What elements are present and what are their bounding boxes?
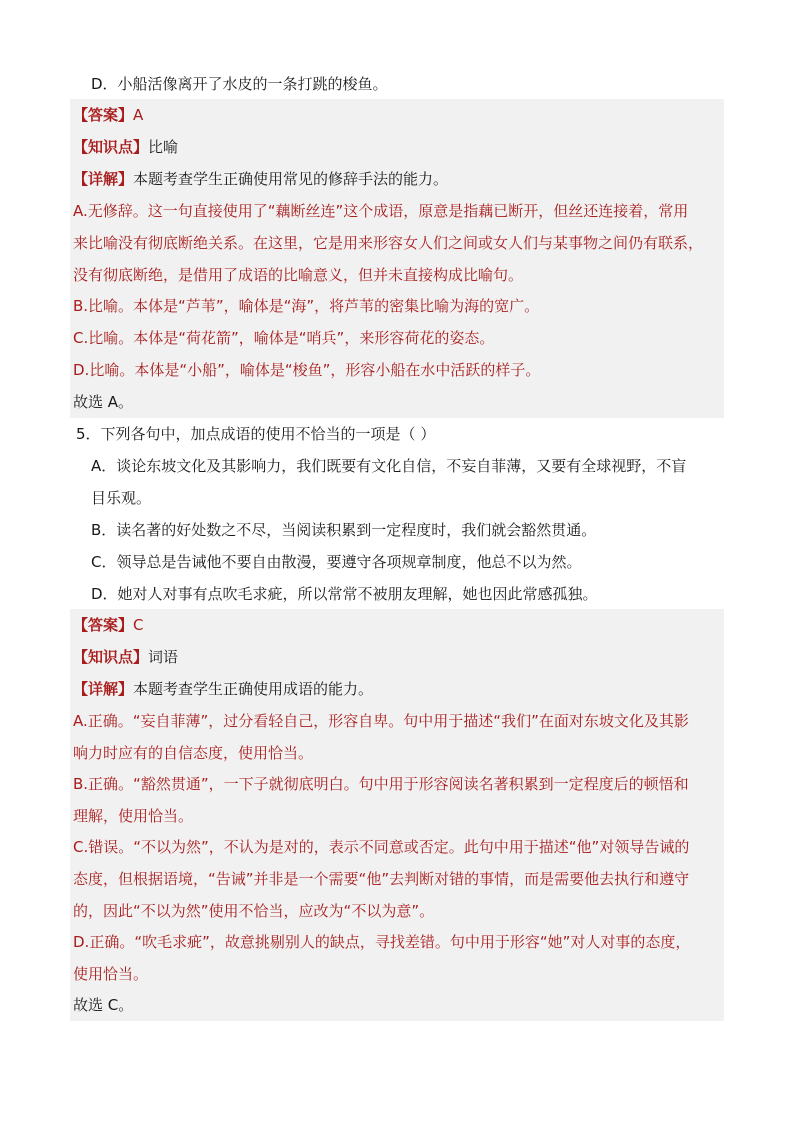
q4-knowledge-row [70, 131, 724, 163]
knowledge-tag: 【知识点】 [73, 648, 149, 666]
q5-expl-d-line-2: 使用恰当。 [73, 965, 149, 983]
answer-tag: 【答案】 [73, 106, 134, 124]
q4-expl-c-row [70, 322, 724, 354]
detail-tag: 【详解】 [73, 680, 134, 698]
q4-expl-a-line-2: 来比喻没有彻底断绝关系。在这里，它是用来形容女人们之间或女人们与某事物之间仍有联系， [73, 234, 704, 252]
q5-conclusion: 故选 C。 [73, 996, 134, 1014]
q5-option-a-line-1: A．谈论东坡文化及其影响力，我们既要有文化自信，不妄自菲薄，又要有全球视野，不盲 [91, 457, 687, 475]
knowledge-value: 比喻 [148, 138, 179, 156]
q5-expl-b-block [70, 768, 724, 831]
q5-expl-a-line-1: A.正确。“妄自菲薄”，过分看轻自己，形容自卑。句中用于描述“我们”在面对东坡文化及其影 [73, 712, 689, 730]
q4-option-d: D．小船活像离开了水皮的一条打跳的梭鱼。 [91, 75, 388, 93]
q4-expl-a-block [70, 195, 724, 290]
q5-expl-d-block [70, 926, 724, 989]
q5-option-c: C．领导总是告诫他不要自由散漫，要遵守各项规章制度，他总不以为然。 [91, 553, 582, 571]
q4-expl-d: D.比喻。本体是“小船”，喻体是“梭鱼”，形容小船在水中活跃的样子。 [73, 361, 541, 379]
q4-conclusion-row [70, 386, 724, 418]
q5-expl-d-line-1: D.正确。“吹毛求疵”，故意挑剔别人的缺点，寻找差错。句中用于形容“她”对人对事的态度， [73, 933, 691, 951]
q5-stem: 5．下列各句中，加点成语的使用不恰当的一项是（ ） [76, 425, 436, 443]
q4-answer-row [70, 99, 724, 131]
q4-expl-c: C.比喻。本体是“荷花箭”，喻体是“哨兵”，来形容荷花的姿态。 [73, 329, 495, 347]
q5-knowledge-row [70, 641, 724, 673]
detail-tag: 【详解】 [73, 170, 134, 188]
q4-detail-row [70, 163, 724, 195]
q5-option-d: D．她对人对事有点吹毛求疵，所以常常不被朋友理解，她也因此常感孤独。 [91, 585, 598, 603]
answer-value: A [133, 106, 144, 124]
q5-expl-b-line-2: 理解，使用恰当。 [73, 807, 194, 825]
q4-expl-d-row [70, 354, 724, 386]
q4-expl-a-line-3: 没有彻底断绝，是借用了成语的比喻意义，但并未直接构成比喻句。 [73, 266, 524, 284]
q5-expl-c-line-3: 的，因此“不以为然”使用不恰当，应改为“不以为意”。 [73, 902, 435, 920]
q5-expl-b-line-1: B.正确。“豁然贯通”，一下子就彻底明白。句中用于形容阅读名著积累到一定程度后的顿悟和 [73, 775, 689, 793]
q5-expl-a-block [70, 705, 724, 768]
q5-answer-row [70, 609, 724, 641]
q5-expl-c-line-1: C.错误。“不以为然”，不认为是对的，表示不同意或否定。此句中用于描述“他”对领导告诫的 [73, 838, 690, 856]
q5-option-b: B．读名著的好处数之不尽，当阅读积累到一定程度时，我们就会豁然贯通。 [91, 521, 597, 539]
detail-value: 本题考查学生正确使用成语的能力。 [133, 680, 374, 698]
q5-expl-c-block [70, 831, 724, 926]
q5-detail-row [70, 673, 724, 705]
q4-expl-b-row [70, 290, 724, 322]
q4-conclusion: 故选 A。 [73, 393, 134, 411]
q5-conclusion-row [70, 989, 724, 1021]
answer-tag: 【答案】 [73, 616, 134, 634]
q5-option-a-line-2: 目乐观。 [91, 489, 152, 507]
knowledge-value: 词语 [148, 648, 179, 666]
answer-value: C [133, 616, 144, 634]
q4-expl-b: B.比喻。本体是“芦苇”，喻体是“海”，将芦苇的密集比喻为海的宽广。 [73, 297, 540, 315]
q4-expl-a-line-1: A.无修辞。这一句直接使用了“藕断丝连”这个成语，原意是指藕已断开，但丝还连接着，常用 [73, 202, 689, 220]
q5-expl-a-line-2: 响力时应有的自信态度，使用恰当。 [73, 744, 314, 762]
knowledge-tag: 【知识点】 [73, 138, 149, 156]
detail-value: 本题考查学生正确使用常见的修辞手法的能力。 [133, 170, 449, 188]
q5-expl-c-line-2: 态度，但根据语境，“告诫”并非是一个需要“他”去判断对错的事情，而是需要他去执行和遵守 [73, 870, 690, 888]
